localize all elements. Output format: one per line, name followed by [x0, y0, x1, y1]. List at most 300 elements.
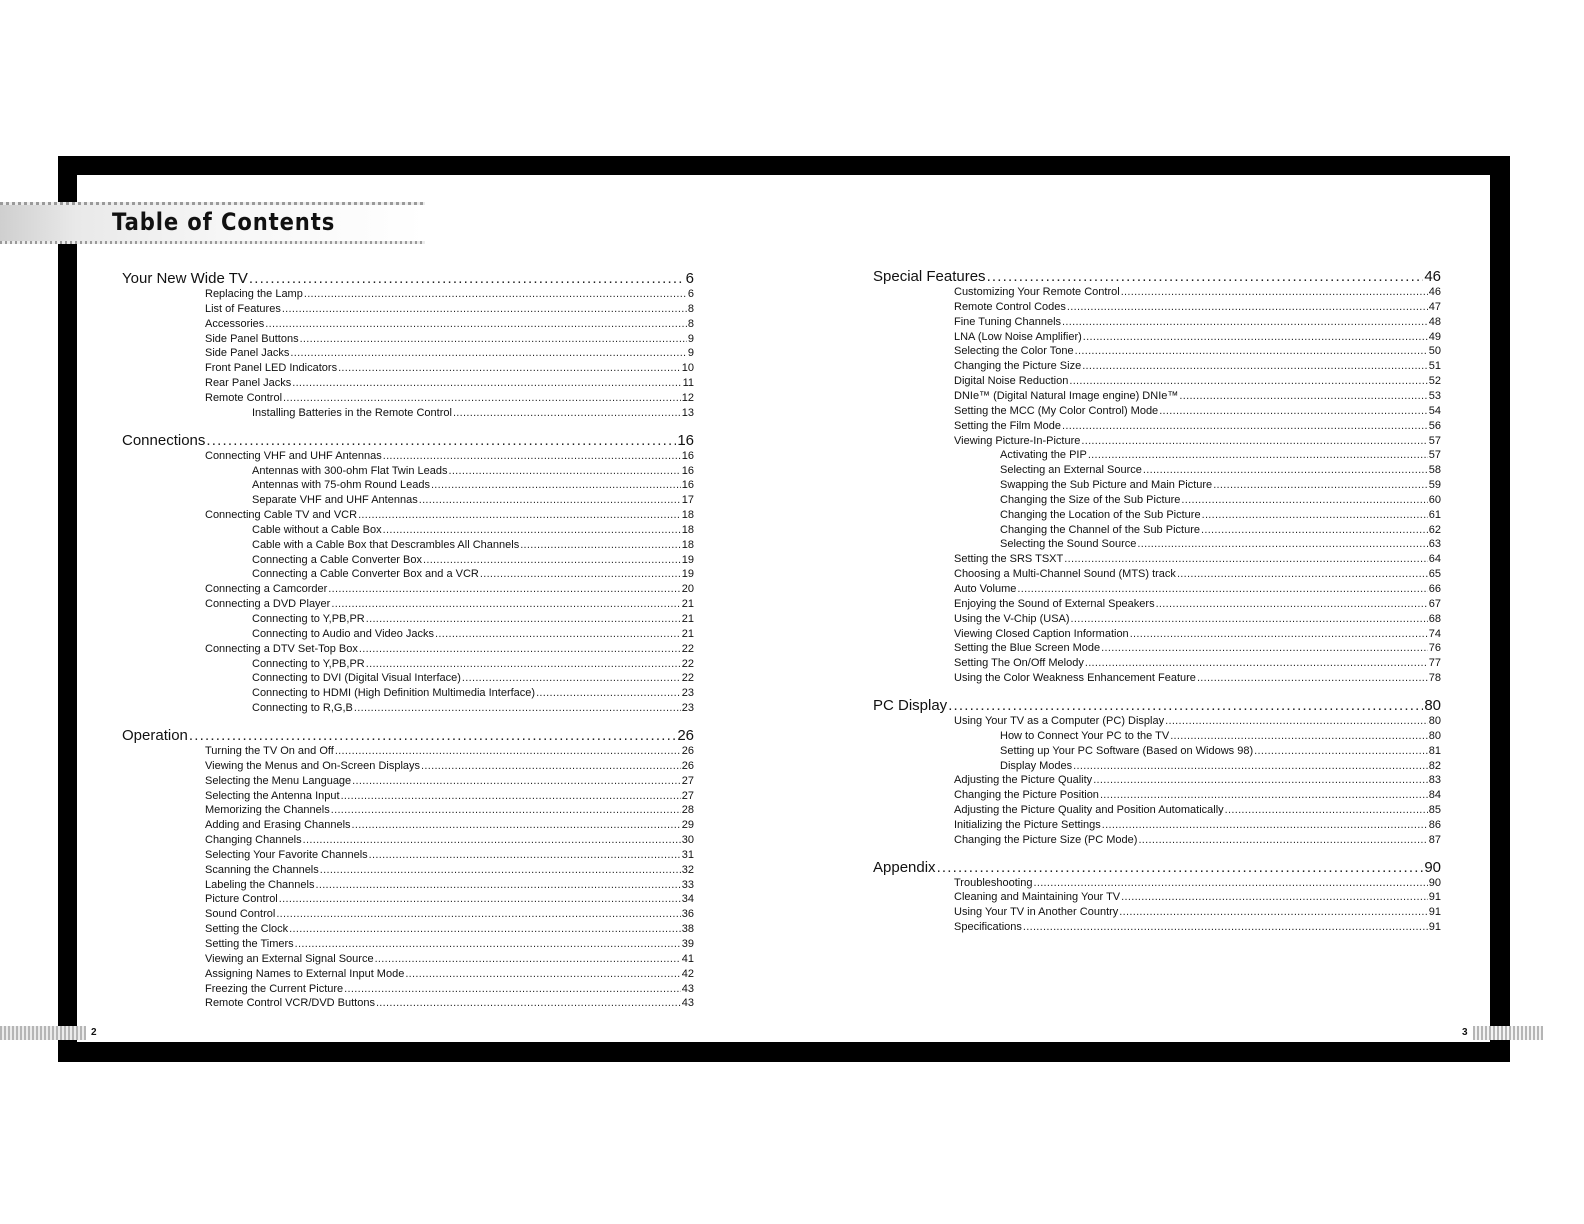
- dot-leader: [421, 760, 681, 772]
- toc-entry: [205, 583, 694, 598]
- toc-entry-page: 20: [681, 583, 694, 596]
- toc-entry-label: Operation: [122, 726, 188, 744]
- toc-entry: [252, 672, 694, 687]
- toc-entry-page: 30: [681, 834, 694, 847]
- dot-leader: [341, 790, 681, 802]
- toc-entry-page: 6: [687, 288, 694, 300]
- toc-entry-page: 26: [681, 744, 694, 757]
- toc-entry: [205, 392, 694, 407]
- toc-entry: [954, 657, 1441, 672]
- toc-entry-label: Changing the Location of the Sub Picture: [1000, 508, 1201, 521]
- toc-entry-page: 56: [1428, 419, 1441, 432]
- toc-entry-label: Connecting to Audio and Video Jacks: [252, 627, 435, 640]
- dot-leader: [279, 893, 681, 905]
- dot-leader: [431, 479, 681, 491]
- toc-entry-label: Connecting to HDMI (High Definition Multimedia Interface): [252, 687, 536, 700]
- toc-entry-page: 22: [681, 672, 694, 685]
- dot-leader: [536, 687, 681, 699]
- toc-entry-page: 16: [681, 479, 694, 492]
- toc-entry: [205, 347, 694, 362]
- toc-entry-page: 22: [681, 642, 694, 655]
- toc-entry: [205, 938, 694, 953]
- toc-entry-label: LNA (Low Noise Amplifier): [954, 330, 1082, 343]
- toc-entry-page: 57: [1428, 449, 1441, 462]
- toc-entry-page: 23: [681, 702, 694, 715]
- toc-entry-page: 80: [1424, 696, 1441, 714]
- toc-entry-page: 64: [1428, 553, 1441, 566]
- toc-entry: [122, 432, 694, 452]
- toc-entry-page: 17: [681, 494, 694, 507]
- toc-entry: [954, 715, 1441, 730]
- toc-entry-page: 23: [681, 687, 694, 700]
- toc-entry-label: Side Panel Buttons: [205, 332, 299, 345]
- toc-entry-page: 6: [685, 270, 694, 287]
- toc-entry-page: 18: [681, 538, 694, 551]
- toc-entry-label: Viewing Closed Caption Information: [954, 627, 1129, 640]
- toc-entry-page: 91: [1428, 921, 1441, 934]
- toc-entry-label: Setting the Timers: [205, 938, 294, 950]
- page-title: Table of Contents: [112, 208, 336, 236]
- toc-entry: [205, 864, 694, 879]
- dot-leader: [1254, 745, 1428, 757]
- dot-leader: [1100, 789, 1428, 801]
- toc-entry-page: 26: [677, 726, 694, 744]
- toc-entry: [205, 968, 694, 983]
- toc-entry: [1000, 524, 1441, 539]
- dot-leader: [366, 658, 681, 670]
- toc-entry-label: Adjusting the Picture Quality: [954, 774, 1093, 787]
- dot-leader: [328, 583, 680, 595]
- toc-entry-page: 78: [1428, 672, 1441, 685]
- toc-entry-label: Remote Control: [205, 391, 283, 404]
- dot-leader: [1062, 316, 1428, 328]
- toc-entry-label: Replacing the Lamp: [205, 288, 303, 300]
- toc-entry-page: 61: [1428, 508, 1441, 521]
- toc-entry-page: 21: [681, 598, 694, 611]
- toc-entry-label: Cable without a Cable Box: [252, 523, 382, 536]
- toc-entry-label: Setting the SRS TSXT: [954, 553, 1064, 566]
- dot-leader: [383, 450, 681, 462]
- toc-entry: [954, 834, 1441, 849]
- toc-entry: [205, 834, 694, 849]
- dot-leader: [290, 347, 686, 359]
- dot-leader: [448, 465, 680, 477]
- dot-leader: [435, 628, 681, 640]
- toc-entry-page: 67: [1428, 597, 1441, 610]
- dot-leader: [1143, 464, 1428, 476]
- toc-entry: [954, 316, 1441, 331]
- toc-entry-label: Initializing the Picture Settings: [954, 818, 1101, 831]
- toc-entry-label: Special Features: [873, 268, 986, 285]
- toc-entry-page: 62: [1428, 523, 1441, 536]
- toc-entry-page: 9: [687, 332, 694, 345]
- toc-entry: [954, 877, 1441, 892]
- toc-entry: [954, 891, 1441, 906]
- toc-entry-page: 57: [1428, 434, 1441, 447]
- dot-leader: [1197, 672, 1428, 684]
- toc-entry-label: Front Panel LED Indicators: [205, 362, 338, 375]
- toc-entry-label: Viewing an External Signal Source: [205, 952, 374, 965]
- toc-entry-page: 82: [1428, 759, 1441, 772]
- toc-entry: [954, 583, 1441, 598]
- toc-entry-label: Using the Color Weakness Enhancement Feature: [954, 672, 1196, 685]
- dot-leader: [1093, 774, 1428, 786]
- dot-leader: [1101, 642, 1428, 654]
- dot-leader: [948, 697, 1423, 714]
- toc-entry: [954, 301, 1441, 316]
- dot-leader: [1069, 375, 1427, 387]
- dot-leader: [352, 819, 681, 831]
- dot-leader: [338, 362, 681, 374]
- dot-leader: [1137, 538, 1427, 550]
- toc-entry-page: 46: [1424, 268, 1441, 285]
- dot-leader: [1073, 760, 1428, 772]
- toc-entry: [1000, 745, 1441, 760]
- toc-entry: [252, 539, 694, 554]
- dot-leader: [1156, 598, 1428, 610]
- toc-entry-page: 68: [1428, 612, 1441, 625]
- toc-entry: [954, 553, 1441, 568]
- dot-leader: [331, 804, 681, 816]
- dot-leader: [1165, 715, 1428, 727]
- toc-entry: [205, 923, 694, 938]
- dot-leader: [1225, 804, 1428, 816]
- dot-leader: [292, 377, 681, 389]
- toc-entry-label: Setting up Your PC Software (Based on Widows 98): [1000, 744, 1254, 757]
- toc-entry-page: 43: [681, 982, 694, 995]
- dot-leader: [405, 968, 680, 980]
- toc-entry-page: 81: [1428, 744, 1441, 757]
- dot-leader: [383, 524, 681, 536]
- dot-leader: [1075, 345, 1428, 357]
- toc-entry-label: Side Panel Jacks: [205, 347, 290, 360]
- dot-leader: [1138, 834, 1427, 846]
- toc-entry-label: Setting The On/Off Melody: [954, 657, 1084, 670]
- toc-entry: [873, 697, 1441, 717]
- toc-entry: [205, 288, 694, 303]
- toc-entry-label: Setting the Film Mode: [954, 419, 1061, 432]
- toc-entry-page: 39: [681, 938, 694, 950]
- toc-entry: [954, 906, 1441, 921]
- toc-entry-page: 51: [1428, 360, 1441, 373]
- dot-leader: [206, 432, 676, 449]
- toc-entry-page: 90: [1428, 876, 1441, 889]
- dot-leader: [1062, 420, 1428, 432]
- toc-entry-page: 66: [1428, 583, 1441, 595]
- toc-entry: [954, 390, 1441, 405]
- toc-entry: [954, 804, 1441, 819]
- toc-entry: [252, 554, 694, 569]
- dot-leader: [375, 953, 681, 965]
- toc-entry: [205, 849, 694, 864]
- toc-entry: [252, 687, 694, 702]
- toc-entry: [205, 804, 694, 819]
- dot-leader: [366, 613, 681, 625]
- toc-entry-page: 83: [1428, 774, 1441, 787]
- dot-leader: [276, 908, 680, 920]
- dot-leader: [1081, 435, 1427, 447]
- toc-entry: [122, 270, 694, 290]
- toc-entry-label: Viewing Picture-In-Picture: [954, 434, 1081, 447]
- toc-entry-label: Connecting to Y,PB,PR: [252, 657, 365, 670]
- toc-entry-label: Selecting Your Favorite Channels: [205, 848, 368, 861]
- toc-entry: [954, 774, 1441, 789]
- toc-entry-label: Remote Control Codes: [954, 300, 1066, 313]
- toc-entry: [954, 642, 1441, 657]
- dot-leader: [1102, 819, 1428, 831]
- toc-entry: [954, 672, 1441, 687]
- toc-entry: [873, 859, 1441, 879]
- toc-entry: [1000, 464, 1441, 479]
- toc-entry-label: Troubleshooting: [954, 876, 1033, 889]
- toc-entry-page: 91: [1428, 891, 1441, 904]
- toc-entry-label: Adding and Erasing Channels: [205, 819, 351, 832]
- dot-leader: [987, 268, 1424, 285]
- toc-entry-label: Changing the Picture Size (PC Mode): [954, 833, 1138, 846]
- toc-entry-label: Swapping the Sub Picture and Main Picture: [1000, 479, 1213, 492]
- dot-leader: [1177, 568, 1428, 580]
- dot-leader: [295, 938, 681, 950]
- toc-entry-label: Setting the Clock: [205, 923, 289, 936]
- toc-entry-label: Display Modes: [1000, 759, 1073, 772]
- toc-entry-label: Antennas with 75-ohm Round Leads: [252, 479, 430, 492]
- toc-entry: [954, 628, 1441, 643]
- toc-entry-label: Changing the Picture Position: [954, 789, 1099, 802]
- dot-leader: [282, 303, 687, 315]
- toc-entry-label: List of Features: [205, 302, 281, 315]
- toc-entry: [954, 286, 1441, 301]
- toc-entry-page: 9: [687, 347, 694, 360]
- dot-leader: [249, 270, 685, 287]
- toc-entry: [954, 360, 1441, 375]
- toc-entry: [954, 789, 1441, 804]
- toc-entry-label: Appendix: [873, 858, 936, 876]
- toc-entry-page: 41: [681, 952, 694, 965]
- toc-entry-label: How to Connect Your PC to the TV: [1000, 729, 1170, 742]
- toc-entry-page: 26: [681, 759, 694, 772]
- toc-entry: [954, 921, 1441, 936]
- toc-entry: [873, 268, 1441, 288]
- toc-entry: [252, 479, 694, 494]
- dot-leader: [1083, 331, 1428, 343]
- toc-entry-page: 84: [1428, 789, 1441, 802]
- toc-entry: [205, 908, 694, 923]
- toc-entry-page: 49: [1428, 330, 1441, 343]
- toc-entry-label: Choosing a Multi-Channel Sound (MTS) track: [954, 568, 1176, 581]
- toc-entry: [954, 420, 1441, 435]
- dot-leader: [189, 727, 676, 744]
- toc-entry-label: Antennas with 300-ohm Flat Twin Leads: [252, 464, 448, 477]
- left-page-number: 2: [91, 1027, 97, 1038]
- toc-entry-label: Cable with a Cable Box that Descrambles All Channels: [252, 538, 520, 551]
- toc-entry-label: Connecting to R,G,B: [252, 702, 353, 715]
- toc-entry-page: 60: [1428, 493, 1441, 506]
- toc-entry-page: 32: [681, 863, 694, 876]
- toc-entry: [252, 702, 694, 717]
- toc-entry-label: Freezing the Current Picture: [205, 982, 344, 995]
- toc-entry: [205, 983, 694, 998]
- toc-entry: [252, 613, 694, 628]
- toc-entry-label: Sound Control: [205, 908, 276, 921]
- dot-leader: [376, 997, 681, 1009]
- toc-entry-label: Changing the Size of the Sub Picture: [1000, 493, 1181, 506]
- toc-entry-page: 91: [1428, 906, 1441, 919]
- toc-entry: [1000, 494, 1441, 509]
- dot-leader: [462, 672, 681, 684]
- toc-entry-page: 43: [681, 997, 694, 1010]
- page-frame-bottom: [58, 1042, 1510, 1062]
- toc-entry-label: Fine Tuning Channels: [954, 315, 1062, 328]
- toc-entry-page: 33: [681, 878, 694, 891]
- dot-leader: [520, 539, 681, 551]
- dot-leader: [1179, 390, 1427, 402]
- dot-leader: [304, 288, 687, 300]
- dot-leader: [352, 775, 681, 787]
- toc-entry-page: 21: [681, 613, 694, 625]
- toc-entry: [954, 819, 1441, 834]
- toc-entry-label: Cleaning and Maintaining Your TV: [954, 891, 1121, 904]
- toc-entry-label: Connecting Cable TV and VCR: [205, 509, 358, 522]
- toc-entry: [954, 405, 1441, 420]
- toc-entry: [954, 568, 1441, 583]
- toc-entry-label: Setting the Blue Screen Mode: [954, 642, 1101, 655]
- toc-entry: [1000, 760, 1441, 775]
- dot-leader: [344, 983, 681, 995]
- toc-entry: [252, 524, 694, 539]
- toc-entry-page: 19: [681, 568, 694, 581]
- toc-entry: [954, 345, 1441, 360]
- dot-leader: [419, 494, 681, 506]
- toc-entry: [205, 643, 694, 658]
- toc-entry-label: Setting the MCC (My Color Control) Mode: [954, 404, 1159, 417]
- dot-leader: [1170, 730, 1428, 742]
- toc-entry-label: Installing Batteries in the Remote Control: [252, 406, 452, 419]
- toc-entry-label: Connections: [122, 431, 206, 449]
- dot-leader: [1082, 360, 1428, 372]
- toc-entry-label: PC Display: [873, 696, 948, 714]
- dot-leader: [937, 859, 1424, 876]
- dot-leader: [354, 702, 681, 714]
- toc-entry-page: 12: [681, 391, 694, 404]
- toc-entry-label: Remote Control VCR/DVD Buttons: [205, 997, 375, 1010]
- toc-entry-label: Adjusting the Picture Quality and Position Automatically: [954, 804, 1224, 817]
- page-frame-top: [58, 156, 1510, 175]
- dot-leader: [423, 554, 681, 566]
- toc-entry-label: Selecting the Antenna Input: [205, 789, 340, 802]
- toc-entry-label: Customizing Your Remote Control: [954, 286, 1120, 298]
- toc-entry-label: Labeling the Channels: [205, 878, 315, 891]
- toc-entry-label: Connecting a DTV Set-Top Box: [205, 642, 358, 655]
- toc-entry-page: 19: [681, 553, 694, 566]
- toc-entry: [205, 377, 694, 392]
- toc-entry-label: Using Your TV as a Computer (PC) Display: [954, 714, 1165, 727]
- dot-leader: [359, 643, 681, 655]
- toc-entry: [954, 331, 1441, 346]
- toc-entry-label: Changing the Picture Size: [954, 360, 1082, 373]
- toc-entry-label: Digital Noise Reduction: [954, 375, 1069, 388]
- toc-entry-page: 52: [1428, 375, 1441, 388]
- toc-entry-label: Selecting the Color Tone: [954, 345, 1074, 358]
- toc-entry-page: 54: [1428, 404, 1441, 417]
- toc-entry: [252, 407, 694, 422]
- toc-entry: [205, 893, 694, 908]
- toc-entry-page: 47: [1428, 300, 1441, 313]
- toc-entry: [205, 997, 694, 1012]
- dot-leader: [283, 392, 681, 404]
- toc-entry: [1000, 730, 1441, 745]
- toc-entry-page: 18: [681, 523, 694, 536]
- dot-leader: [358, 509, 681, 521]
- toc-entry-page: 80: [1428, 714, 1441, 727]
- toc-entry: [205, 790, 694, 805]
- dot-leader: [1121, 286, 1428, 298]
- dot-leader: [300, 333, 687, 345]
- toc-entry-page: 90: [1424, 858, 1441, 876]
- toc-entry-page: 59: [1428, 479, 1441, 492]
- dot-leader: [1202, 509, 1428, 521]
- toc-entry-page: 46: [1428, 286, 1441, 298]
- toc-entry-page: 58: [1428, 464, 1441, 477]
- dot-leader: [1201, 524, 1428, 536]
- toc-entry-label: Connecting to Y,PB,PR: [252, 613, 365, 625]
- toc-entry: [954, 435, 1441, 450]
- toc-entry-page: 86: [1428, 818, 1441, 831]
- toc-entry-page: 10: [681, 362, 694, 375]
- dot-leader: [1213, 479, 1428, 491]
- toc-entry-page: 42: [681, 967, 694, 980]
- toc-entry-page: 16: [681, 449, 694, 462]
- dot-leader: [265, 318, 687, 330]
- dot-leader: [1159, 405, 1428, 417]
- dot-leader: [1071, 613, 1428, 625]
- toc-entry: [122, 727, 694, 747]
- toc-entry-label: Enjoying the Sound of External Speakers: [954, 597, 1155, 610]
- toc-entry: [205, 303, 694, 318]
- toc-entry-label: Connecting a Cable Converter Box and a VCR: [252, 568, 479, 581]
- dot-leader: [1088, 449, 1428, 461]
- toc-entry: [252, 465, 694, 480]
- dot-leader: [453, 407, 681, 419]
- dot-leader: [1130, 628, 1428, 640]
- toc-entry-page: 48: [1428, 315, 1441, 328]
- right-page-marker: [1473, 1026, 1543, 1040]
- toc-entry: [954, 613, 1441, 628]
- left-page-marker: [0, 1026, 86, 1040]
- toc-entry: [954, 598, 1441, 613]
- toc-entry: [252, 568, 694, 583]
- toc-entry: [205, 879, 694, 894]
- toc-entry-label: Connecting a DVD Player: [205, 598, 331, 611]
- toc-entry-label: Separate VHF and UHF Antennas: [252, 494, 418, 507]
- dot-leader: [315, 879, 680, 891]
- toc-entry-label: Memorizing the Channels: [205, 804, 330, 817]
- toc-entry-page: 28: [681, 804, 694, 817]
- toc-entry: [252, 658, 694, 673]
- toc-entry-page: 80: [1428, 729, 1441, 742]
- toc-entry-page: 18: [681, 509, 694, 522]
- toc-entry-page: 87: [1428, 833, 1441, 846]
- toc-entry-label: Scanning the Channels: [205, 863, 319, 876]
- toc-entry: [1000, 449, 1441, 464]
- dot-leader: [1067, 301, 1428, 313]
- toc-entry-label: Your New Wide TV: [122, 270, 248, 287]
- toc-entry-page: 21: [681, 627, 694, 640]
- toc-entry: [205, 450, 694, 465]
- toc-entry: [205, 819, 694, 834]
- dot-leader: [320, 864, 681, 876]
- toc-entry-label: Connecting to DVI (Digital Visual Interface): [252, 672, 461, 685]
- toc-entry: [205, 760, 694, 775]
